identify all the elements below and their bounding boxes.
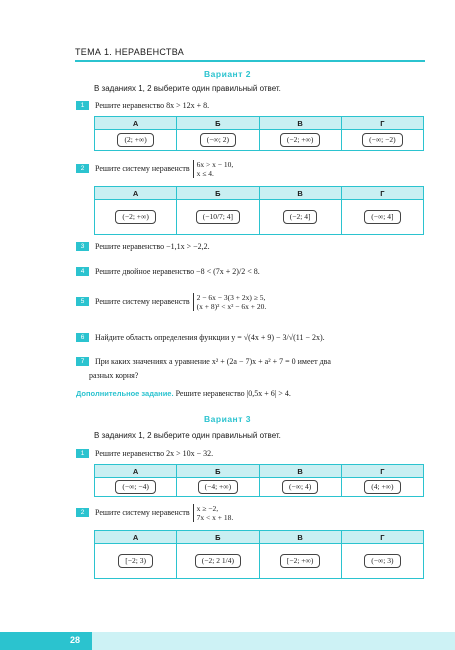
- header-v: В: [259, 117, 341, 130]
- extra-task-label: Дополнительное задание.: [76, 389, 174, 398]
- chapter-header: ТЕМА 1. НЕРАВЕНСТВА: [75, 47, 185, 57]
- task-5: [76, 292, 267, 311]
- header-g: Г: [341, 187, 423, 200]
- task-text: Решите неравенство 8x > 12x + 8.: [95, 101, 210, 110]
- header-v: В: [259, 531, 341, 544]
- extra-task-text: Решите неравенство |0,5x + 6| > 4.: [175, 389, 291, 398]
- header-v: В: [259, 465, 341, 478]
- header-a: А: [95, 187, 177, 200]
- task-text: Решите неравенство 2x > 10x − 32.: [95, 449, 214, 458]
- system-brace: [193, 160, 234, 178]
- header-a: А: [95, 465, 177, 478]
- system-brace: [193, 293, 267, 311]
- answer-option: (−2; 4]: [283, 210, 318, 224]
- task-text: Решите систему неравенств: [95, 164, 190, 173]
- task-number: 7: [76, 357, 89, 366]
- task-6: [76, 332, 325, 343]
- v3-answer-table-2: [94, 530, 424, 579]
- task-number: 6: [76, 333, 89, 342]
- extra-task: [76, 389, 291, 398]
- system-brace: [193, 504, 234, 522]
- header-v: В: [259, 187, 341, 200]
- header-b: Б: [177, 531, 259, 544]
- header-b: Б: [177, 187, 259, 200]
- task-text: Решите двойное неравенство −8 < (7x + 2)/2 < 8.: [95, 267, 260, 276]
- system-line: 2 − 6x − 3(3 + 2x) ≥ 5,: [196, 292, 266, 302]
- answer-option: (−∞; 2): [200, 133, 236, 147]
- answer-option: (−4; +∞): [198, 480, 239, 494]
- task-number: 1: [76, 101, 89, 110]
- answer-option: (−∞; 4]: [364, 210, 400, 224]
- variant-3-title: Вариант 3: [204, 414, 251, 424]
- answer-option: (−2; +∞): [280, 133, 321, 147]
- task-7-continuation: разных корня?: [89, 371, 139, 380]
- answer-option: (−∞; −2): [362, 133, 403, 147]
- system-line: x ≤ 4.: [196, 168, 214, 178]
- task-text: При каких значениях a уравнение x² + (2a − 7)x + a² + 7 = 0 имеет два: [95, 357, 331, 366]
- answer-table-2: [94, 186, 424, 235]
- answer-option: (−∞; 3): [364, 554, 400, 568]
- answer-option: [−2; +∞): [280, 554, 321, 568]
- task-2: [76, 159, 234, 178]
- task-4: [76, 266, 260, 277]
- answer-option: (2; +∞): [117, 133, 153, 147]
- header-g: Г: [341, 531, 423, 544]
- task-1: [76, 100, 209, 111]
- header-b: Б: [177, 117, 259, 130]
- system-line: 6x > x − 10,: [196, 159, 234, 169]
- header-a: А: [95, 531, 177, 544]
- header-g: Г: [341, 117, 423, 130]
- v3-task-1: [76, 448, 213, 459]
- task-number: 4: [76, 267, 89, 276]
- task-text: Решите систему неравенств: [95, 508, 190, 517]
- answer-option: (−∞; 4): [282, 480, 318, 494]
- v3-task-2: [76, 503, 234, 522]
- variant-3-intro: В заданиях 1, 2 выберите один правильный ответ.: [94, 431, 281, 440]
- header-rule: [75, 60, 425, 62]
- variant-2-title: Вариант 2: [204, 69, 251, 79]
- task-number: 3: [76, 242, 89, 251]
- header-b: Б: [177, 465, 259, 478]
- answer-option: (−∞; −4): [115, 480, 156, 494]
- system-line: (x + 8)² < x² − 6x + 20.: [196, 301, 267, 311]
- header-g: Г: [341, 465, 423, 478]
- answer-option: (−10/7; 4]: [196, 210, 240, 224]
- system-line: 7x < x + 18.: [196, 512, 234, 522]
- task-7: [76, 356, 331, 367]
- task-number: 2: [76, 508, 89, 517]
- answer-option: (4; +∞): [364, 480, 400, 494]
- answer-option: [−2; 3): [118, 554, 153, 568]
- task-number: 1: [76, 449, 89, 458]
- task-number: 5: [76, 297, 89, 306]
- answer-option: (−2; +∞): [115, 210, 156, 224]
- page-footer: [0, 632, 455, 650]
- answer-table-1: [94, 116, 424, 151]
- page-number: 28: [70, 635, 81, 645]
- task-text: Найдите область определения функции y = √(4x + 9) − 3/√(11 − 2x).: [95, 333, 325, 342]
- task-3: [76, 241, 210, 252]
- system-line: x ≥ −2,: [196, 503, 219, 513]
- variant-2-intro: В заданиях 1, 2 выберите один правильный ответ.: [94, 84, 281, 93]
- answer-option: (−2; 2 1/4): [195, 554, 241, 568]
- task-number: 2: [76, 164, 89, 173]
- v3-answer-table-1: [94, 464, 424, 497]
- task-text: Решите неравенство −1,1x > −2,2.: [95, 242, 210, 251]
- task-text: Решите систему неравенств: [95, 297, 190, 306]
- header-a: А: [95, 117, 177, 130]
